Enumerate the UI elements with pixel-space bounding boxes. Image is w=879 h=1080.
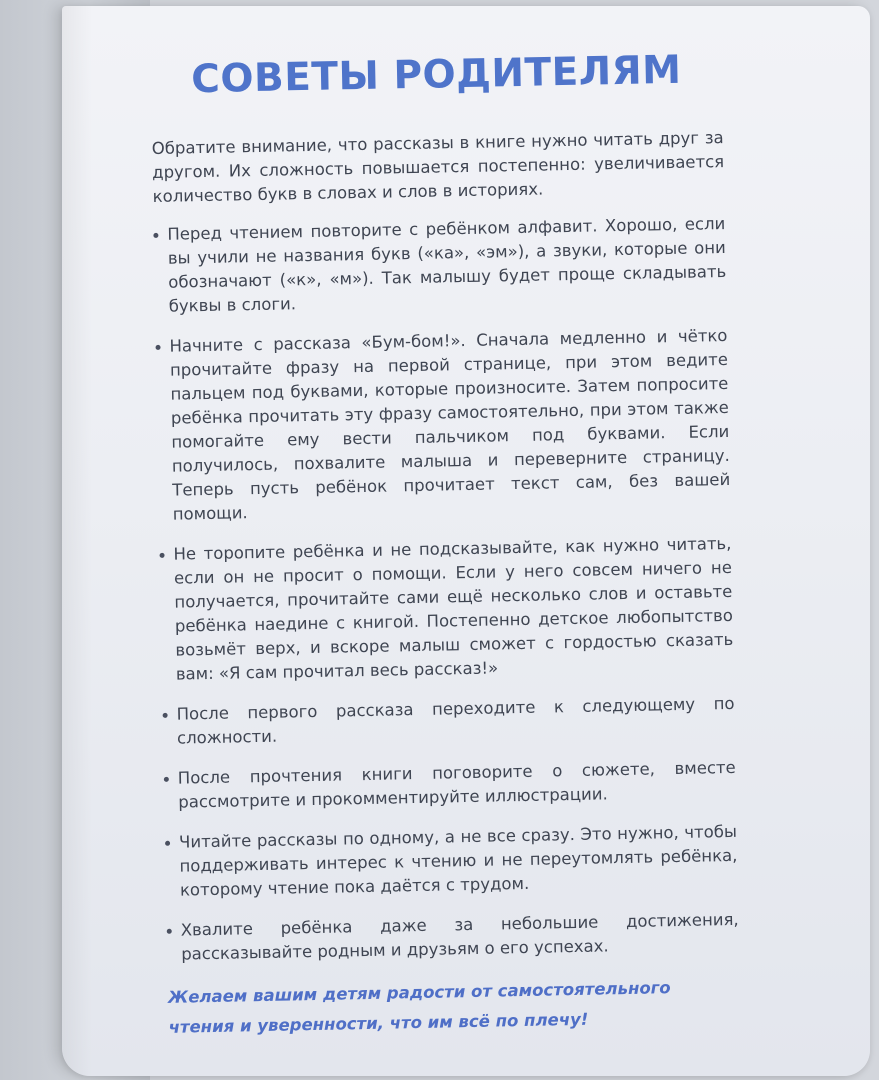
tip-item <box>165 820 738 903</box>
tip-item <box>164 756 737 815</box>
tip-item <box>162 692 735 751</box>
tip-item <box>153 212 727 319</box>
tip-item <box>155 324 731 527</box>
bullet-icon <box>153 233 158 238</box>
tip-item <box>159 532 734 687</box>
tip-text: Хвалите ребёнка даже за небольшие достижения, рассказывайте родным и друзьям о его успехах. <box>180 909 739 964</box>
bullet-icon <box>156 345 161 350</box>
closing-wish: Желаем вашим детям радости от самостоятельного чтения и уверенности, что им всё по плечу! <box>167 978 671 1037</box>
bullet-icon <box>160 553 165 558</box>
tip-item <box>167 908 740 967</box>
page-title: СОВЕТЫ РОДИТЕЛЯМ <box>190 47 682 103</box>
tip-text: Начните с рассказа «Бум-бом!». Сначала медленно и чётко прочитайте фразу на первой странице, при этом ведите пальцем под буквами, которые произносите. Затем попросите ребёнка прочитать эту фразу самостоятельно, при этом также помогайте ему вести пальчиком под буквами. Если получилось, похвалите малыша и переверните страницу. Теперь пусть ребёнок прочитает текст сам, без вашей помощи. <box>169 325 731 524</box>
tip-text: После прочтения книги поговорите о сюжете, вместе рассмотрите и прокомментируйте иллюстрации. <box>177 757 736 812</box>
tip-text: После первого рассказа переходите к следующему по сложности. <box>176 693 735 748</box>
tips-list <box>153 212 739 967</box>
tip-text: Читайте рассказы по одному, а не все сразу. Это нужно, чтобы поддерживать интерес к чтению и не переутомлять ребёнка, которому чтение пока даётся с трудом. <box>178 821 738 900</box>
tip-text: Не торопите ребёнка и не подсказывайте, как нужно читать, если он не просит о помощи. Если у него совсем ничего не получается, прочитайте сами ещё несколько слов и оставьте ребёнка наедине с книгой. Постепенно детское любопытство возьмёт верх, и вскоре малыш сможет с гордостью сказать вам: «Я сам прочитал весь рассказ!» <box>173 533 734 684</box>
bullet-icon <box>163 713 168 718</box>
bullet-icon <box>167 929 172 934</box>
book-page <box>62 6 870 1076</box>
tip-text: Перед чтением повторите с ребёнком алфавит. Хорошо, если вы учили не названия букв («ка», «эм»), а звуки, которые они обозначают («к», «м»). Так малышу будет проще складывать буквы в слоги. <box>167 213 727 316</box>
intro-paragraph: Обратите внимание, что рассказы в книге нужно читать друг за другом. Их сложность повышается постепенно: увеличивается количество букв в словах и слов в историях. <box>151 128 725 206</box>
bullet-icon <box>165 841 170 846</box>
page-content <box>150 47 741 1059</box>
bullet-icon <box>164 777 169 782</box>
